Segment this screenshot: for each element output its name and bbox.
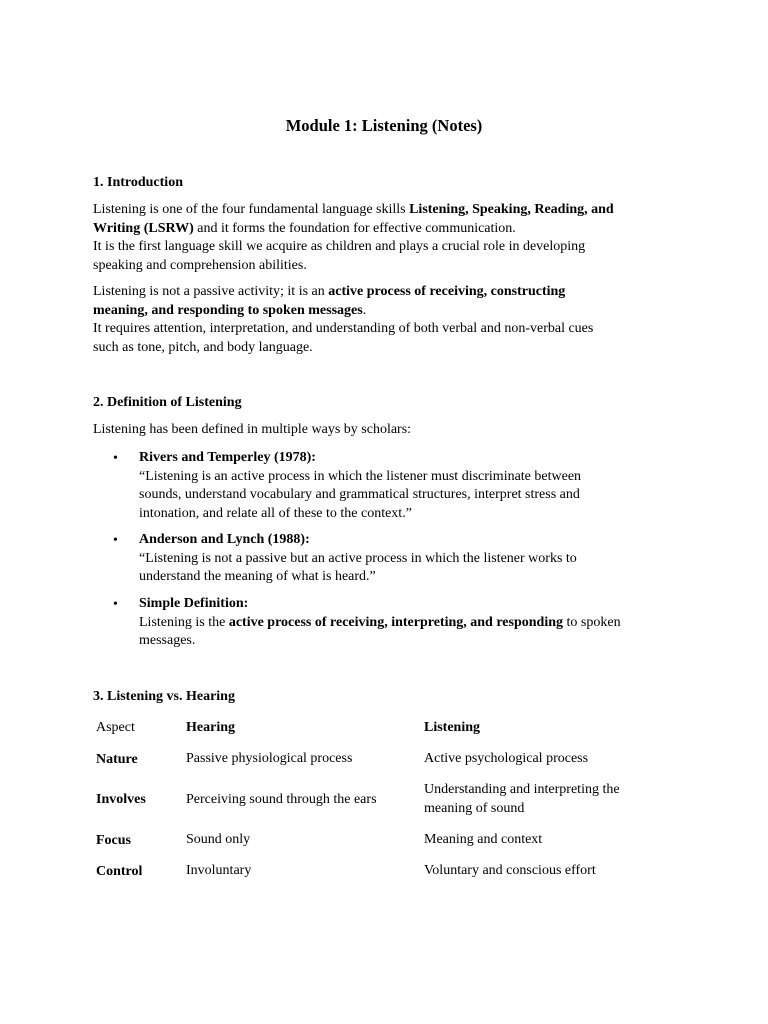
definition-line: [139, 614, 621, 633]
paragraph-line: [93, 302, 693, 321]
paragraph-line: such as tone, pitch, and body language.: [93, 339, 313, 355]
quote-line: “Listening is not a passive but an active process in which the listener works to: [139, 550, 577, 566]
bold-run: Listening, Speaking, Reading, and: [409, 202, 614, 217]
text-run: and it forms the foundation for effective communication.: [193, 220, 516, 236]
row-aspect: Focus: [96, 833, 131, 848]
text-run: Listening is one of the four fundamental language skills: [93, 202, 410, 217]
row-aspect: Control: [96, 864, 143, 879]
definition-intro: Listening has been defined in multiple ways by scholars:: [93, 422, 412, 437]
bold-run: active process of receiving, constructing: [328, 284, 566, 299]
text-run: Listening is the: [139, 614, 229, 630]
row-aspect: Nature: [96, 752, 138, 767]
row-listening: Active psychological process: [424, 751, 589, 766]
paragraph-line: [93, 283, 693, 302]
bullet-label: Simple Definition:: [139, 596, 249, 611]
row-listening: Voluntary and conscious effort: [424, 863, 596, 878]
row-hearing: Perceiving sound through the ears: [186, 792, 377, 807]
section-heading-definition: 2. Definition of Listening: [93, 395, 242, 410]
column-header-listening: Listening: [424, 720, 481, 735]
quote-line: sounds, understand vocabulary and grammatical structures, interpret stress and: [139, 487, 580, 502]
bold-run: meaning, and responding to spoken messages: [93, 302, 363, 318]
row-aspect: Involves: [96, 792, 146, 807]
paragraph-line: speaking and comprehension abilities.: [93, 257, 307, 273]
row-listening: Meaning and context: [424, 832, 543, 847]
row-hearing: Involuntary: [186, 863, 252, 878]
section-heading-introduction: 1. Introduction: [93, 175, 183, 190]
intro-paragraph-1: [93, 201, 693, 275]
bold-run: active process of receiving, interpreting, and responding: [228, 614, 564, 630]
bullet-label: Anderson and Lynch (1988):: [139, 532, 310, 547]
column-header-hearing: Hearing: [186, 720, 235, 735]
bullet-label: Rivers and Temperley (1978):: [139, 450, 316, 465]
section-heading-comparison: 3. Listening vs. Hearing: [93, 689, 235, 704]
bullet-icon: •: [113, 451, 118, 466]
definition-bullet-anderson: [139, 531, 577, 587]
definition-bullet-rivers: [139, 449, 581, 523]
quote-line: “Listening is an active process in which the listener must discriminate between: [139, 468, 582, 484]
paragraph-line: It is the first language skill we acquire as children and plays a crucial role in developing: [93, 239, 586, 254]
bullet-icon: •: [113, 533, 118, 548]
text-run: to spoken: [563, 614, 621, 630]
definition-line: messages.: [139, 633, 196, 648]
definition-bullet-simple: [139, 595, 621, 651]
row-hearing: Sound only: [186, 832, 251, 847]
paragraph-line: [93, 201, 693, 220]
intro-paragraph-2: [93, 283, 693, 357]
row-listening: [424, 781, 620, 818]
quote-line: understand the meaning of what is heard.”: [139, 569, 376, 584]
bold-run: Writing (LSRW): [93, 220, 194, 236]
cell-line: Understanding and interpreting the: [424, 782, 620, 797]
text-run: Listening is not a passive activity; it is an: [93, 284, 329, 299]
paragraph-line: It requires attention, interpretation, and understanding of both verbal and non-verbal cues: [93, 321, 594, 336]
column-header-aspect: Aspect: [96, 720, 135, 735]
quote-line: intonation, and relate all of these to the context.”: [139, 505, 412, 521]
cell-line: meaning of sound: [424, 800, 525, 816]
row-hearing: Passive physiological process: [186, 751, 353, 766]
text-run: .: [362, 302, 367, 318]
bullet-icon: •: [113, 597, 118, 612]
page-title: Module 1: Listening (Notes): [285, 116, 483, 135]
paragraph-line: [93, 220, 693, 239]
